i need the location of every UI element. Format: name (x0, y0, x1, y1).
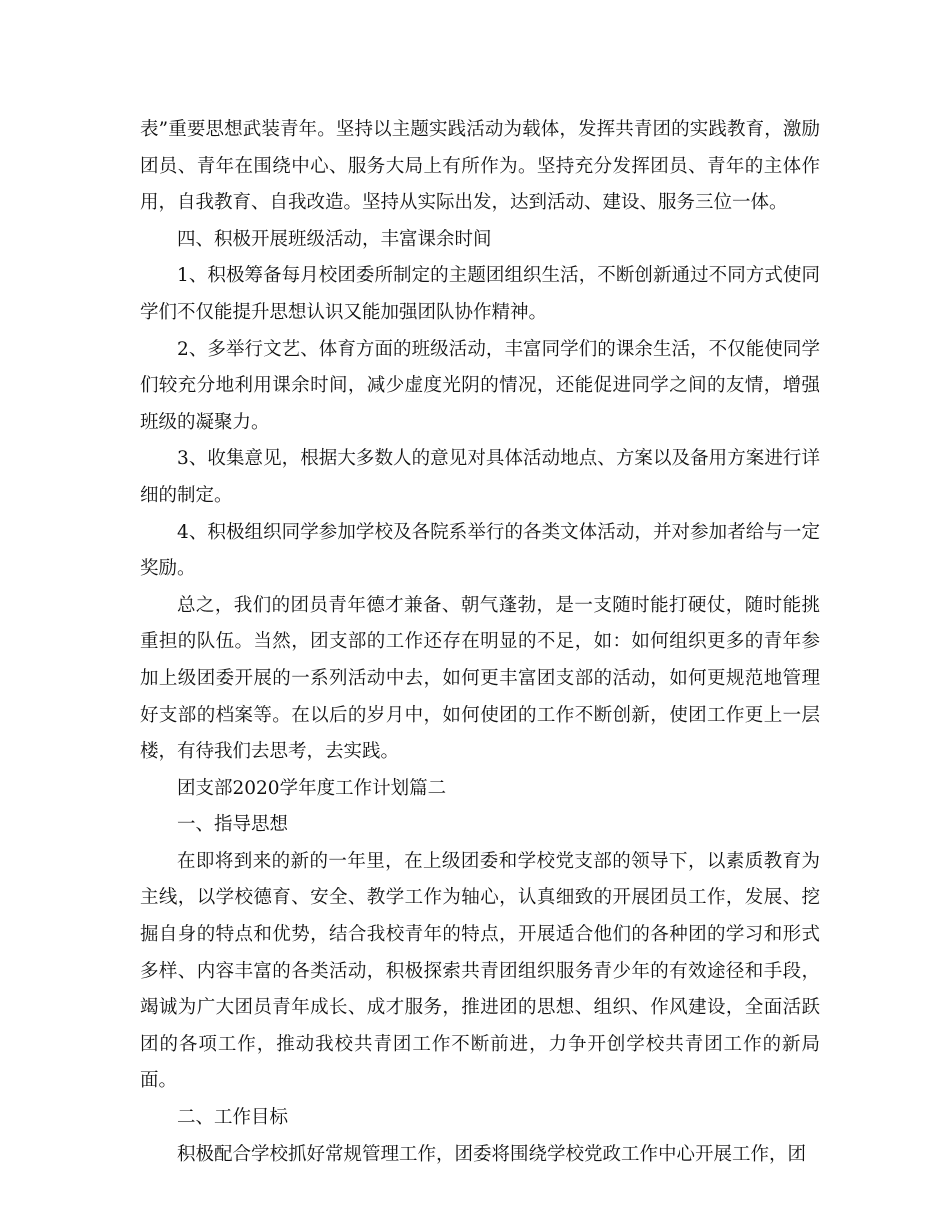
plan-title: 团支部2020学年度工作计划篇二 (177, 777, 447, 799)
section-heading-four: 四、积极开展班级活动，丰富课余时间 (177, 228, 492, 250)
paragraph-continuation: 表”重要思想武装青年。坚持以主题实践活动为载体，发挥共青团的实践教育，激励团员、青年在围绕中心、服务大局上有所作为。坚持充分发挥团员、青年的主体作用，自我教育、自我改造。坚持从实际出发，达到活动、建设、服务三位一体。 (140, 119, 820, 214)
list-item-3: 3、收集意见，根据大多数人的意见对具体活动地点、方案以及备用方案进行详细的制定。 (140, 448, 820, 506)
list-item-4: 4、积极组织同学参加学校及各院系举行的各类文体活动，并对参加者给与一定奖励。 (140, 521, 820, 580)
list-item-1: 1、积极筹备每月校团委所制定的主题团组织生活，不断创新通过不同方式使同学们不仅能提升思想认识又能加强团队协作精神。 (140, 265, 820, 323)
section-heading-one: 一、指导思想 (177, 814, 289, 836)
summary-paragraph: 总之，我们的团员青年德才兼备、朝气蓬勃，是一支随时能打硬仗，随时能挑重担的队伍。当然，团支部的工作还存在明显的不足，如：如何组织更多的青年参加上级团委开展的一系列活动中去，如何更丰富团支部的活动，如何更规范地管理好支部的档案等。在以后的岁月中，如何使团的工作不断创新，使团工作更上一层楼，有待我们去思考，去实践。 (140, 594, 820, 763)
document-body (140, 112, 820, 1173)
guiding-thought-paragraph: 在即将到来的新的一年里，在上级团委和学校党支部的领导下，以素质教育为主线，以学校德育、安全、教学工作为轴心，认真细致的开展团员工作，发展、挖掘自身的特点和优势，结合我校青年的特点，开展适合他们的各种团的学习和形式多样、内容丰富的各类活动，积极探索共青团组织服务青少年的有效途径和手段，竭诚为广大团员青年成长、成才服务，推进团的思想、组织、作风建设，全面活跃团的各项工作，推动我校共青团工作不断前进，力争开创学校共青团工作的新局面。 (140, 850, 820, 1092)
work-goal-paragraph: 积极配合学校抓好常规管理工作，团委将围绕学校党政工作中心开展工作，团 (177, 1143, 807, 1165)
list-item-2: 2、多举行文艺、体育方面的班级活动，丰富同学们的课余生活，不仅能使同学们较充分地利用课余时间，减少虚度光阴的情况，还能促进同学之间的友情，增强班级的凝聚力。 (140, 338, 820, 433)
section-heading-two: 二、工作目标 (177, 1107, 289, 1129)
